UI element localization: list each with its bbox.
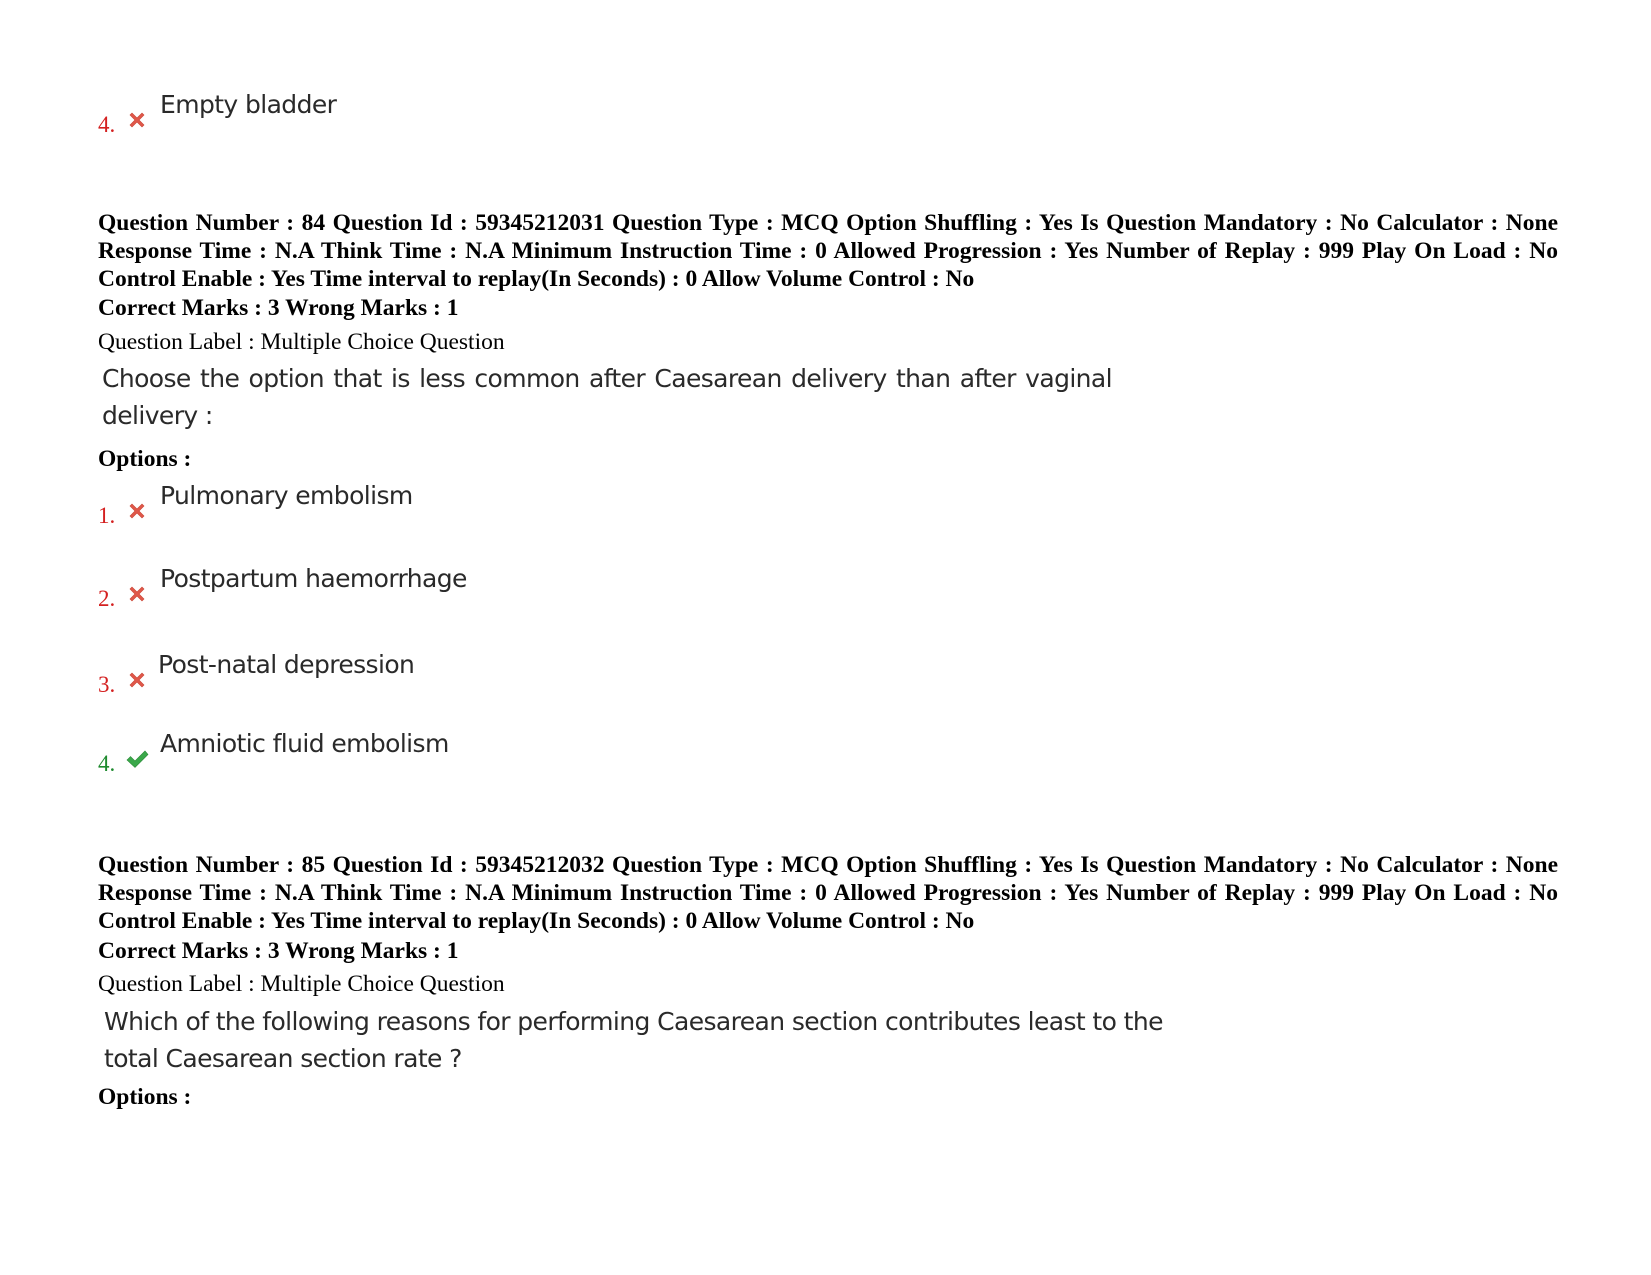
option-number: 2.	[98, 586, 116, 611]
cross-icon	[125, 108, 149, 132]
question-meta-85: Question Number : 85 Question Id : 59345212032 Question Type : MCQ Option Shuffling : Yes Is Question Mandatory : No Calculator : None Response Time : N.A Think Time : N.A Minimum Instruction Time : 0 Allowed Progression : Yes Number of Replay : 999 Play On Load : No Control Enable : Yes Time interval to replay(In Seconds) : 0 Allow Volume Control : No	[98, 852, 1558, 934]
option-row-84-3	[98, 650, 698, 702]
question-marks-85: Correct Marks : 3 Wrong Marks : 1	[98, 938, 459, 964]
option-text: Empty bladder	[160, 90, 337, 119]
question-marks-84: Correct Marks : 3 Wrong Marks : 1	[98, 295, 459, 321]
option-row-84-2	[98, 564, 698, 616]
options-heading-85: Options :	[98, 1084, 192, 1110]
option-number: 4.	[98, 751, 116, 776]
option-row-84-1	[98, 481, 698, 533]
question-text-line: Choose the option that is less common after Caesarean delivery than after vaginal	[102, 364, 1112, 393]
question-text-line: delivery :	[102, 401, 213, 430]
option-row-84-4	[98, 729, 698, 781]
cross-icon	[125, 582, 149, 606]
option-text: Postpartum haemorrhage	[160, 564, 467, 593]
option-number: 4.	[98, 112, 116, 137]
question-label-84: Question Label : Multiple Choice Question	[98, 329, 505, 355]
cross-icon	[125, 499, 149, 523]
question-text-84	[102, 360, 1112, 434]
question-text-line: total Caesarean section rate ?	[104, 1044, 462, 1073]
option-number: 3.	[98, 672, 116, 697]
question-text-line: Which of the following reasons for performing Caesarean section contributes least to the	[104, 1007, 1163, 1036]
option-text: Amniotic fluid embolism	[160, 729, 449, 758]
options-heading-84: Options :	[98, 446, 192, 472]
check-icon	[125, 747, 149, 771]
option-text: Post-natal depression	[158, 650, 415, 679]
question-meta-84: Question Number : 84 Question Id : 59345212031 Question Type : MCQ Option Shuffling : Yes Is Question Mandatory : No Calculator : None Response Time : N.A Think Time : N.A Minimum Instruction Time : 0 Allowed Progression : Yes Number of Replay : 999 Play On Load : No Control Enable : Yes Time interval to replay(In Seconds) : 0 Allow Volume Control : No	[98, 210, 1558, 292]
option-text: Pulmonary embolism	[160, 481, 413, 510]
option-row-previous-4	[98, 90, 698, 142]
question-text-85	[104, 1003, 1163, 1077]
question-label-85: Question Label : Multiple Choice Question	[98, 971, 505, 997]
option-number: 1.	[98, 503, 116, 528]
cross-icon	[125, 668, 149, 692]
